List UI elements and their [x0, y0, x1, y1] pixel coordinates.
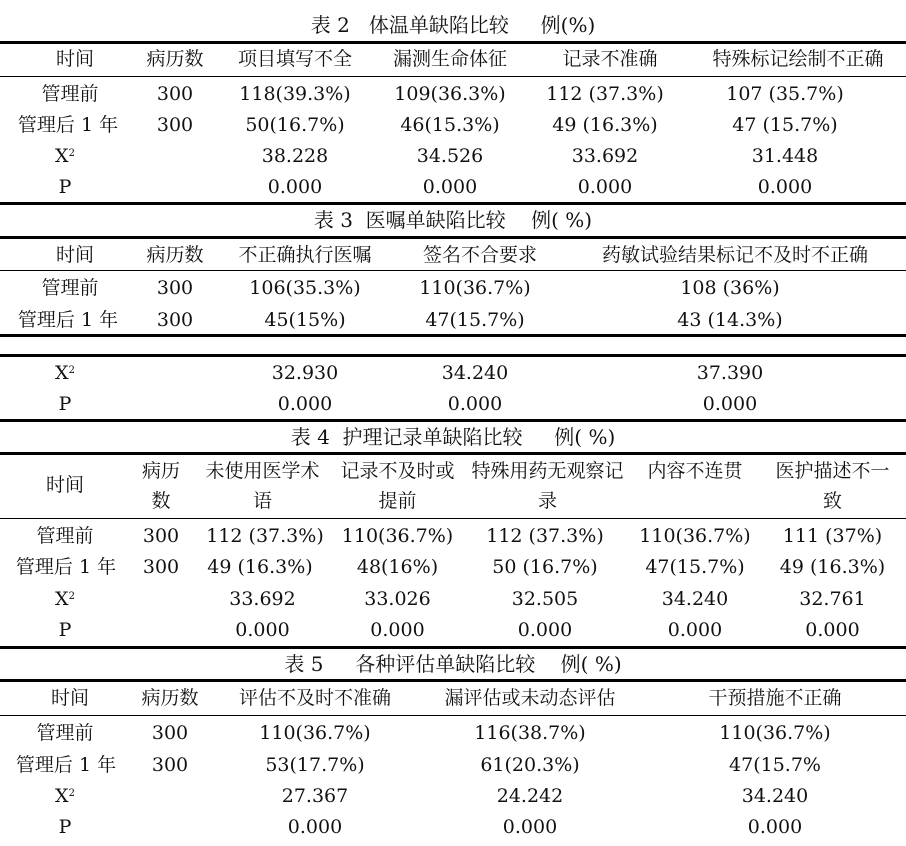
header-cell: 时间	[55, 244, 94, 266]
table5-title: 表 5 各种评估单缺陷比较 例( %)	[284, 652, 622, 676]
cell: 37.390	[696, 362, 764, 384]
cell: 48(16%)	[356, 556, 439, 578]
cell: 111 (37%)	[782, 525, 883, 547]
cell: 38.228	[261, 145, 329, 167]
header-cell: 病历数	[141, 687, 199, 709]
row-label: 管理后 1 年	[17, 309, 119, 331]
cell: 112 (37.3%)	[206, 525, 324, 547]
row-label: 管理后 1 年	[17, 114, 119, 136]
header-cell: 病历数	[146, 48, 204, 70]
row-label: 管理前	[36, 525, 94, 547]
header-cell: 评估不及时不准确	[238, 687, 391, 709]
cell: 47(15.7%	[729, 754, 821, 776]
rule	[0, 715, 906, 716]
rule	[0, 679, 906, 682]
cell: 300	[156, 83, 194, 105]
chi-square-label: $X^2$	[55, 588, 75, 610]
cell: 24.242	[496, 785, 564, 807]
cell: 108 (36%)	[680, 277, 780, 299]
cell: 112 (37.3%)	[546, 83, 664, 105]
cell: 31.448	[751, 145, 819, 167]
cell: 34.240	[741, 785, 809, 807]
cell: 110(36.7%)	[419, 277, 531, 299]
header-cell: 项目填写不全	[237, 48, 352, 70]
header-cell: 内容不连贯	[647, 460, 743, 482]
cell: 109(36.3%)	[394, 83, 506, 105]
cell: 0.000	[667, 619, 723, 641]
header-cell: 病历数	[146, 244, 204, 266]
header-cell: 记录不准确	[562, 48, 658, 70]
row-label: 管理前	[36, 722, 94, 744]
cell: 106(35.3%)	[249, 277, 361, 299]
cell: 34.240	[661, 588, 729, 610]
rule	[0, 452, 906, 455]
chi-square-label: $X^2$	[55, 785, 75, 807]
cell: 110(36.7%)	[719, 722, 831, 744]
cell: 300	[142, 556, 180, 578]
cell: 49 (16.3%)	[779, 556, 886, 578]
header-cell: 漏评估或未动态评估	[444, 687, 616, 709]
cell: 110(36.7%)	[259, 722, 371, 744]
header-cell: 签名不合要求	[422, 244, 537, 266]
cell: 46(15.3%)	[400, 114, 500, 136]
row-label: 管理前	[41, 277, 99, 299]
cell: 110(36.7%)	[639, 525, 751, 547]
chi-square-label: $X^2$	[55, 362, 75, 384]
cell: 0.000	[757, 176, 813, 198]
cell: 0.000	[277, 393, 333, 415]
cell: 47(15.7%)	[645, 556, 745, 578]
cell: 300	[156, 309, 194, 331]
cell: 49 (16.3%)	[207, 556, 313, 578]
cell: 50(16.7%)	[245, 114, 345, 136]
cell: 0.000	[422, 176, 478, 198]
cell: 300	[156, 114, 194, 136]
chi-square-label: $X^2$	[55, 145, 75, 167]
rule	[0, 518, 906, 519]
cell: 47 (15.7%)	[732, 114, 838, 136]
cell: 116(38.7%)	[474, 722, 586, 744]
rule	[0, 270, 906, 271]
cell: 118(39.3%)	[239, 83, 351, 105]
cell: 112 (37.3%)	[486, 525, 604, 547]
cell: 0.000	[287, 816, 343, 838]
cell: 0.000	[447, 393, 503, 415]
cell: 0.000	[370, 619, 425, 641]
cell: 110(36.7%)	[341, 525, 454, 547]
cell: 34.526	[416, 145, 484, 167]
row-label: 管理后 1 年	[15, 754, 117, 776]
cell: 0.000	[502, 816, 558, 838]
cell: 300	[151, 754, 189, 776]
cell: 47(15.7%)	[425, 309, 525, 331]
cell: 45(15%)	[264, 309, 346, 331]
cell: 50 (16.7%)	[492, 556, 598, 578]
cell: 300	[142, 525, 180, 547]
header-cell: 干预措施不正确	[708, 687, 842, 709]
cell: 0.000	[805, 619, 860, 641]
header-cell: 不正确执行医嘱	[238, 244, 372, 266]
table4-title: 表 4 护理记录单缺陷比较 例( %)	[290, 425, 616, 449]
rule	[0, 646, 906, 649]
row-label: 管理后 1 年	[15, 556, 117, 578]
cell: 49 (16.3%)	[552, 114, 658, 136]
cell: 107 (35.7%)	[726, 83, 844, 105]
cell: 300	[151, 722, 189, 744]
header-cell: 药敏试验结果标记不及时不正确	[601, 244, 868, 266]
cell: 0.000	[517, 619, 573, 641]
row-label: 管理前	[41, 83, 99, 105]
rule	[0, 334, 906, 337]
cell: 32.505	[511, 588, 579, 610]
cell: 33.692	[571, 145, 639, 167]
cell: 27.367	[281, 785, 349, 807]
cell: 33.692	[229, 588, 296, 610]
header-cell: 时间	[45, 474, 84, 496]
cell: 0.000	[747, 816, 803, 838]
cell: 53(17.7%)	[265, 754, 365, 776]
cell: 33.026	[364, 588, 431, 610]
rule	[0, 236, 906, 239]
rule	[0, 419, 906, 422]
header-cell: 未使用医学术语	[205, 460, 320, 512]
p-label: P	[58, 393, 72, 415]
header-cell: 医护描述不一致	[775, 460, 890, 512]
rule	[0, 76, 906, 77]
header-cell: 漏测生命体征	[392, 48, 507, 70]
rule	[0, 202, 906, 205]
table2-title: 表 2 体温单缺陷比较 例(%)	[310, 13, 596, 37]
cell: 300	[156, 277, 194, 299]
rule	[0, 354, 906, 357]
header-cell: 特殊标记绘制不正确	[712, 48, 884, 70]
cell: 34.240	[441, 362, 509, 384]
p-label: P	[58, 816, 72, 838]
p-label: P	[58, 619, 72, 641]
cell: 43 (14.3%)	[677, 309, 783, 331]
table3-title: 表 3 医嘱单缺陷比较 例( %)	[313, 208, 593, 232]
header-cell: 记录不及时或提前	[340, 460, 455, 512]
header-cell: 特殊用药无观察记录	[471, 460, 624, 512]
cell: 0.000	[577, 176, 633, 198]
cell: 0.000	[267, 176, 323, 198]
cell: 32.930	[271, 362, 339, 384]
header-cell: 时间	[50, 687, 89, 709]
cell: 32.761	[799, 588, 866, 610]
cell: 61(20.3%)	[480, 754, 580, 776]
p-label: P	[58, 176, 72, 198]
header-cell: 时间	[55, 48, 94, 70]
cell: 0.000	[702, 393, 758, 415]
cell: 0.000	[235, 619, 290, 641]
header-cell: 病历数	[141, 460, 180, 512]
